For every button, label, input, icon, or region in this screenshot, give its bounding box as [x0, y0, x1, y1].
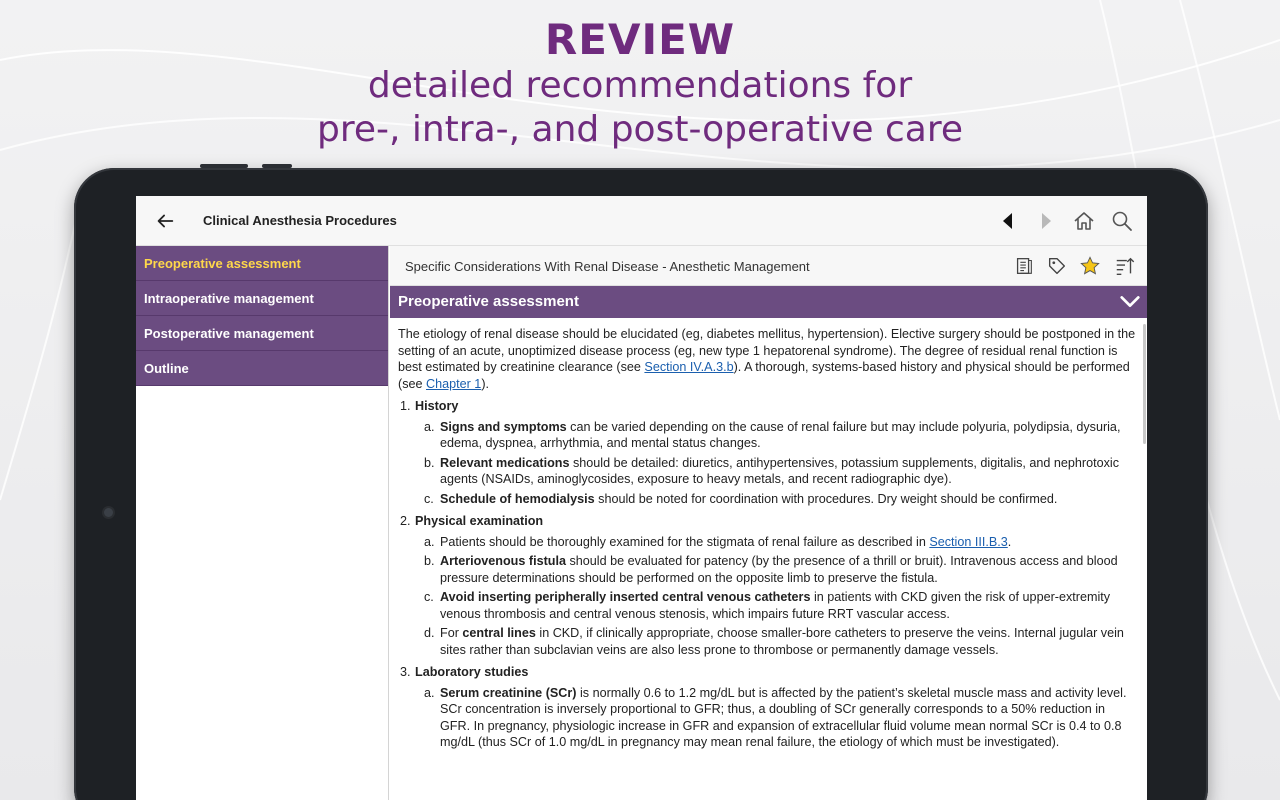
sub-list — [398, 534, 1137, 659]
item-text: . — [1007, 534, 1012, 549]
list-item-physical-examination — [398, 513, 1137, 658]
headline-line-3: pre-, intra-, and post-operative care — [316, 109, 964, 150]
sub-list — [398, 419, 1137, 508]
promo-headline — [0, 16, 1280, 152]
list-number: 1. — [400, 399, 411, 413]
term: Relevant medications — [440, 455, 570, 470]
list-letter: b. — [424, 554, 435, 568]
list-letter: c. — [424, 590, 434, 604]
list-item — [424, 589, 1137, 622]
chapter-header — [390, 246, 1147, 286]
section-list — [398, 398, 1137, 751]
list-letter: b. — [424, 455, 435, 470]
item-text: Patients should be thoroughly examined for the stigmata of renal failure as described in — [440, 534, 930, 549]
list-heading: History — [415, 399, 459, 413]
intro-text: The etiology of renal disease should be elucidated (eg, diabetes mellitus, hypertension). Elective surgery should be postponed in the setting of an acute, unoptimized disease process (eg, new type 1 hepatorenal syndrome). The degree of residual renal function is best estimated by creatinine clearance (see — [398, 327, 1136, 374]
intro-paragraph — [398, 326, 1137, 392]
list-number: 3. — [400, 665, 411, 679]
sidebar-item-preoperative-assessment[interactable]: Preoperative assessment — [136, 246, 388, 281]
item-text: should be detailed: diuretics, antihypertensives, potassium supplements, digitalis, and nephrotoxic agents (NSAIDs, aminoglycosides, exposure to heavy metals, and recent radiographic dye). — [440, 455, 1120, 486]
section-header[interactable] — [390, 286, 1147, 318]
list-item — [424, 625, 1137, 658]
term: Arteriovenous fistula — [440, 554, 566, 568]
intro-text: ). — [481, 376, 490, 391]
sidebar-item-intraoperative-management[interactable]: Intraoperative management — [136, 281, 388, 316]
app-bar — [136, 196, 1147, 246]
section-title: Preoperative assessment — [398, 293, 579, 310]
list-item — [424, 491, 1137, 508]
list-letter: a. — [424, 419, 435, 434]
item-text: in patients with CKD given the risk of upper-extremity venous thrombosis and central venous stenosis, which impairs future RRT vascular access. — [440, 590, 1111, 621]
tag-icon[interactable] — [1046, 255, 1068, 277]
star-icon[interactable] — [1079, 255, 1101, 277]
item-text: should be evaluated for patency (by the presence of a thrill or bruit). Intravenous access and blood pressure determinations should be performed on the opposite limb to preserve the fistula. — [440, 554, 1118, 585]
back-arrow-icon[interactable] — [154, 210, 176, 232]
tablet-volume-button — [200, 164, 248, 168]
list-item-laboratory-studies — [398, 664, 1137, 751]
next-triangle-icon[interactable] — [1034, 209, 1058, 233]
prev-triangle-icon[interactable] — [996, 209, 1020, 233]
list-letter: d. — [424, 626, 435, 640]
term: Avoid inserting peripherally inserted central venous catheters — [440, 590, 811, 604]
link-section-iii-b-3[interactable]: Section III.B.3 — [929, 534, 1008, 549]
item-text: For — [440, 626, 463, 640]
list-item — [424, 534, 1137, 551]
sidebar-item-postoperative-management[interactable]: Postoperative management — [136, 316, 388, 351]
list-heading: Laboratory studies — [415, 665, 529, 679]
headline-review: REVIEW — [544, 15, 736, 64]
list-letter: a. — [424, 534, 435, 549]
chevron-down-icon[interactable] — [1119, 291, 1141, 313]
tablet-power-button — [262, 164, 292, 168]
link-section-iv-a-3-b[interactable]: Section IV.A.3.b — [644, 360, 734, 374]
search-icon[interactable] — [1110, 209, 1134, 233]
item-text: in CKD, if clinically appropriate, choose smaller-bore catheters to preserve the veins. Internal jugular vein sites rather than subclavian veins are also less prone to thrombose or permanently damage vessels. — [440, 626, 1124, 657]
list-number: 2. — [400, 514, 411, 528]
list-letter: c. — [424, 491, 434, 506]
item-text: is normally 0.6 to 1.2 mg/dL but is affected by the patient’s skeletal muscle mass and activity level. SCr concentration is inversely proportional to GFR; thus, a doubling of SCr generally corresponds to a 50% reduction in GFR. In pregnancy, physiologic increase in GFR and expansion of extracellular fluid volume mean normal SCr is 0.4 to 0.8 mg/dL (thus SCr of 1.0 mg/dL in pregnancy may mean renal failure, the etiology of which must be investigated). — [440, 685, 1127, 749]
link-chapter-1[interactable]: Chapter 1 — [426, 376, 482, 391]
list-item — [424, 419, 1137, 452]
list-item — [424, 685, 1137, 751]
term: Schedule of hemodialysis — [440, 491, 595, 506]
list-item — [424, 455, 1137, 488]
list-letter: a. — [424, 685, 435, 700]
scrollbar-thumb[interactable] — [1143, 324, 1146, 444]
app-screen — [136, 196, 1147, 800]
app-title: Clinical Anesthesia Procedures — [203, 213, 397, 228]
item-text: can be varied depending on the cause of renal failure but may include polyuria, polydipsia, dysuria, edema, dyspnea, arrhythmia, and mental status changes. — [440, 419, 1121, 450]
chapter-title: Specific Considerations With Renal Disease - Anesthetic Management — [405, 259, 810, 274]
sidebar-item-outline[interactable]: Outline — [136, 351, 388, 386]
intro-text: ). A thorough, systems-based history and physical should be performed (see — [398, 360, 1130, 391]
list-item — [424, 553, 1137, 586]
list-heading: Physical examination — [415, 514, 544, 528]
sort-icon[interactable] — [1114, 255, 1136, 277]
term: Serum creatinine (SCr) — [440, 685, 577, 700]
notes-icon[interactable] — [1013, 255, 1035, 277]
term: central lines — [462, 626, 536, 640]
home-icon[interactable] — [1072, 209, 1096, 233]
term: Signs and symptoms — [440, 419, 567, 434]
main-content-pane — [390, 246, 1147, 800]
list-item-history — [398, 398, 1137, 507]
item-text: should be noted for coordination with procedures. Dry weight should be confirmed. — [594, 491, 1058, 506]
tablet-camera — [104, 508, 113, 517]
headline-line-2: detailed recommendations for — [367, 65, 913, 106]
sidebar — [136, 246, 389, 800]
sub-list — [398, 685, 1137, 751]
article-body — [390, 318, 1147, 800]
